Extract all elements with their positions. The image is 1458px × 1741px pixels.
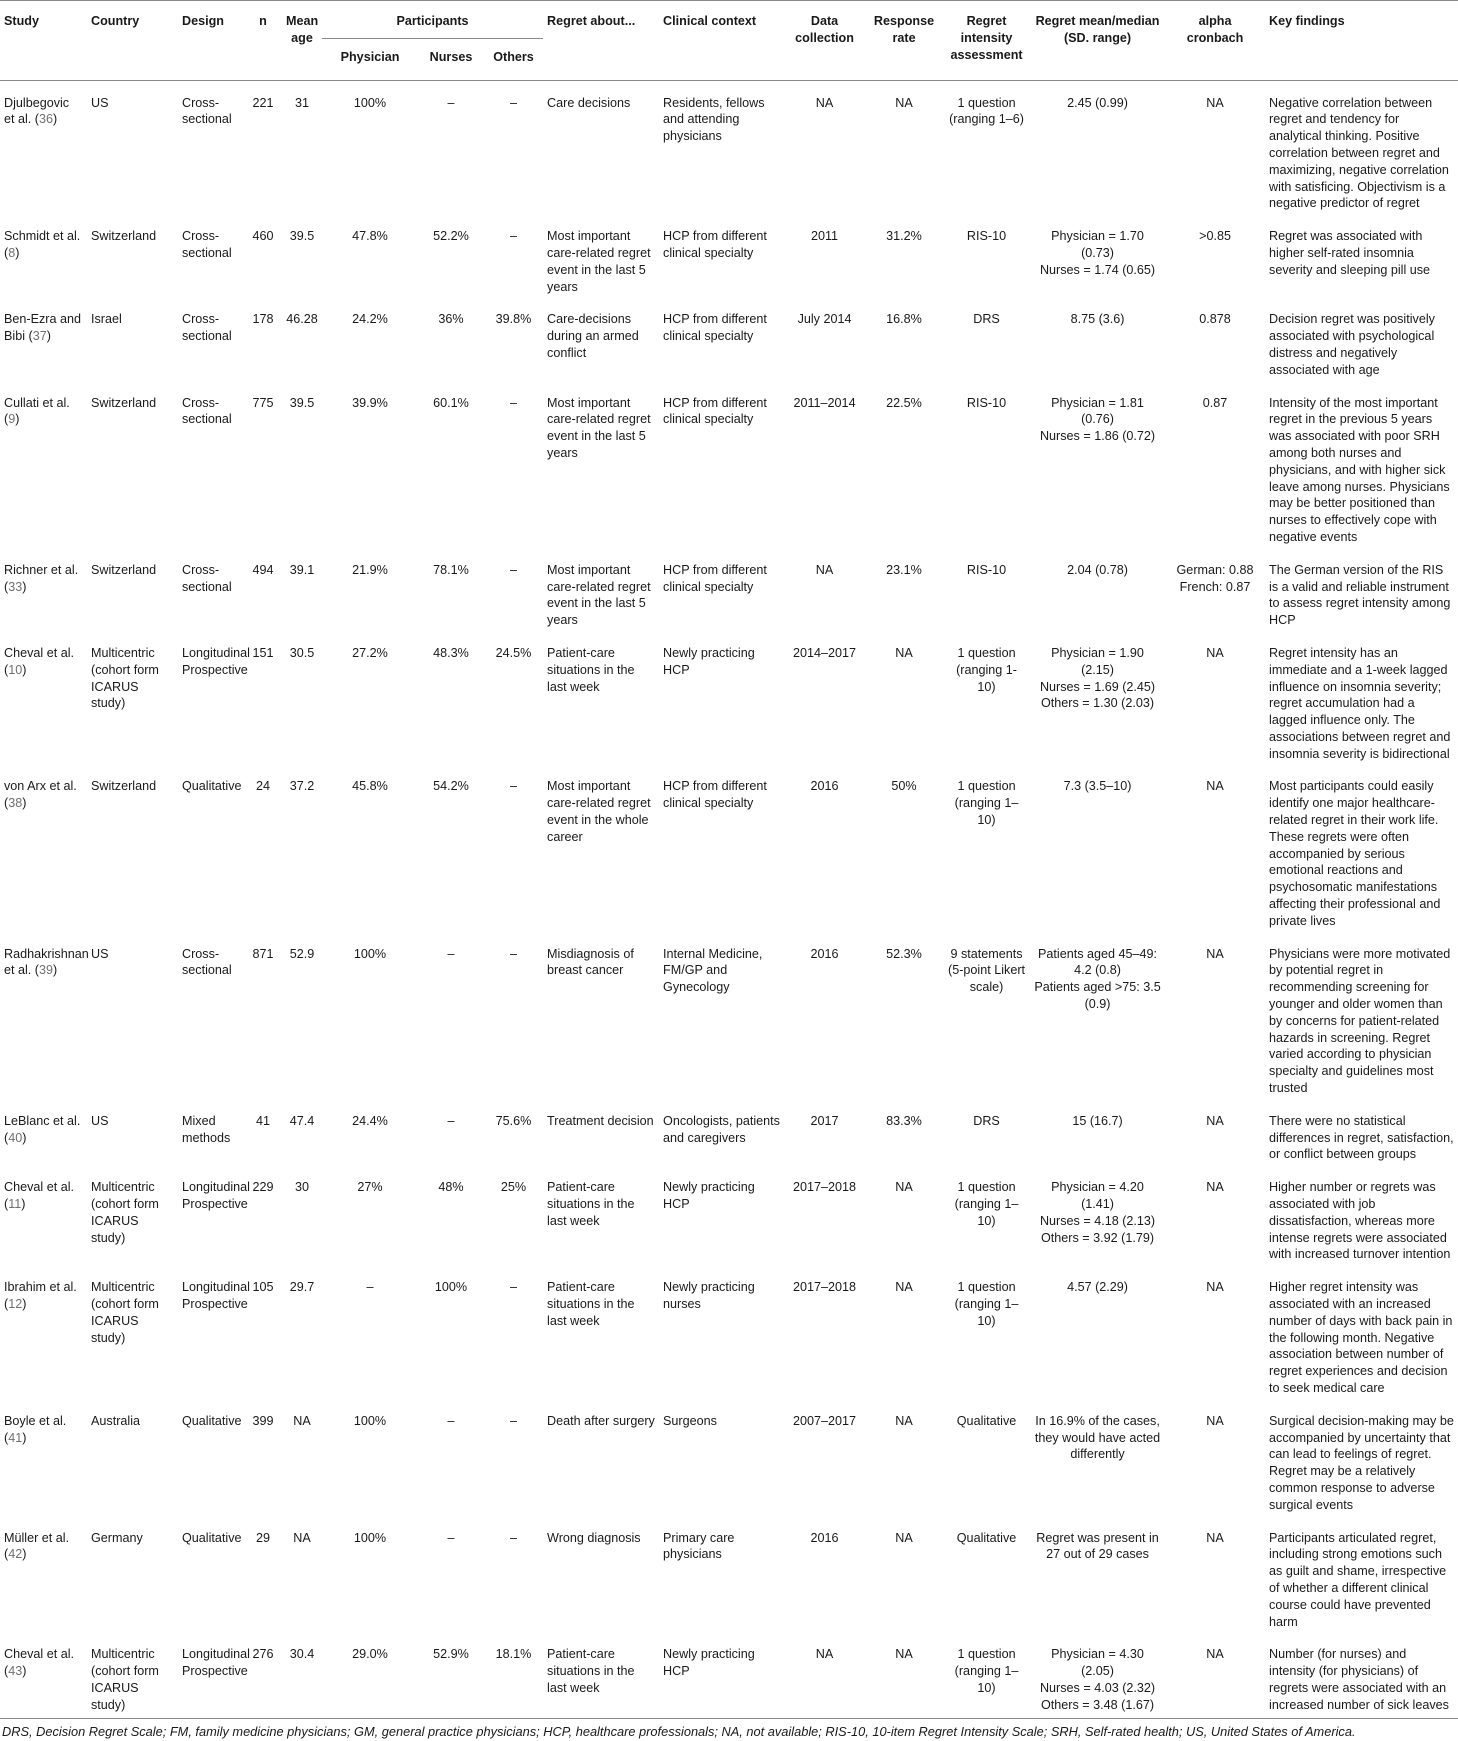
cell-key-findings: Higher number or regrets was associated with job dissatisfaction, whereas more intense regrets were associated with increased turnover intention — [1269, 1180, 1451, 1262]
cell-clinical-context: HCP from different clinical specialty — [663, 395, 767, 427]
cell-study: Djulbegovic et al. (36) — [4, 95, 70, 127]
cell-n: 29 — [255, 1530, 270, 1545]
cell-mean-age: 30 — [294, 1180, 309, 1195]
cell-response-rate: NA — [895, 1413, 913, 1428]
cell-design: Longitudinal Prospective — [178, 1632, 244, 1718]
cell-clinical-context: HCP from different clinical specialty — [663, 779, 767, 811]
cell-nurses: 100% — [434, 1280, 468, 1295]
cell-others: 24.5% — [495, 645, 532, 660]
cell-mean-age: 31 — [294, 95, 309, 110]
cell-data-collection: July 2014 — [797, 312, 852, 327]
col-mean-age: Mean age — [282, 1, 322, 81]
table-row — [0, 1399, 1458, 1516]
cell-regret-about: Death after surgery — [547, 1413, 655, 1428]
cell-alpha: NA — [1206, 1180, 1224, 1195]
cell-clinical-context: Surgeons — [663, 1413, 717, 1428]
col-nurses: Nurses — [418, 38, 484, 80]
cell-study: Cheval et al. (10) — [4, 645, 75, 677]
cell-response-rate: NA — [895, 95, 913, 110]
cell-mean-age: 30.4 — [282, 1632, 322, 1718]
cell-others: – — [510, 95, 518, 110]
table-row — [0, 1265, 1458, 1399]
cell-data-collection: 2017 — [810, 1113, 839, 1128]
cell-country: Germany — [91, 1530, 143, 1545]
cell-country: US — [91, 946, 109, 961]
cell-design: Longitudinal Prospective — [182, 645, 250, 677]
cell-others: – — [510, 1530, 518, 1545]
reference-link[interactable]: 37 — [32, 329, 47, 344]
cell-mean-age: 47.4 — [289, 1113, 315, 1128]
cell-physician: 47.8% — [352, 229, 388, 244]
cell-n: 221 — [252, 95, 274, 110]
cell-regret-intensity: 1 question (ranging 1–10) — [954, 1180, 1019, 1228]
col-alpha: alpha cronbach — [1165, 1, 1265, 81]
cell-design: Cross-sectional — [182, 312, 232, 344]
header-row — [0, 1, 1458, 39]
table-row — [0, 932, 1458, 1099]
cell-regret-mean: 15 (16.7) — [1072, 1113, 1123, 1128]
cell-key-findings: Negative correlation between regret and tendency for analytical thinking. Positive correlation between regret and maximizing, negative correlation with satisficing. Objectivism is a negative predictor of regret — [1269, 95, 1449, 211]
study-name: Richner et al. — [4, 562, 79, 577]
cell-regret-about: Most important care-related regret event in the last 5 years — [547, 562, 651, 628]
cell-country: US — [91, 95, 109, 110]
cell-mean-age: 39.5 — [289, 229, 315, 244]
cell-others: – — [510, 1280, 518, 1295]
col-n: n — [244, 1, 282, 81]
cell-alpha: NA — [1206, 645, 1224, 660]
cell-country: Switzerland — [91, 395, 157, 410]
cell-n: 871 — [252, 946, 274, 961]
reference-link[interactable]: 38 — [8, 796, 23, 811]
cell-regret-mean: 8.75 (3.6) — [1070, 312, 1125, 327]
cell-regret-intensity: RIS-10 — [966, 562, 1007, 577]
cell-key-findings: Higher regret intensity was associated with an increased number of days with back pain in the following month. Negative association between number of regret experiences and decision to seek medical care — [1269, 1280, 1453, 1395]
cell-response-rate: 31.2% — [886, 229, 922, 244]
cell-data-collection: 2017–2018 — [793, 1280, 857, 1295]
cell-n: 41 — [255, 1113, 270, 1128]
cell-regret-intensity: Qualitative — [956, 1530, 1017, 1545]
cell-clinical-context: Residents, fellows and attending physicians — [663, 95, 765, 144]
cell-n: 399 — [252, 1413, 274, 1428]
cell-mean-age: NA — [293, 1530, 311, 1545]
cell-others: – — [510, 1413, 518, 1428]
cell-study: von Arx et al. (38) — [4, 779, 77, 811]
cell-regret-intensity: 1 question (ranging 1-10) — [956, 645, 1017, 694]
cell-study: Cullati et al. (9) — [4, 395, 70, 427]
cell-response-rate: 83.3% — [886, 1113, 922, 1128]
cell-data-collection: 2017–2018 — [793, 1180, 857, 1195]
cell-study: Müller et al. (42) — [4, 1530, 70, 1562]
cell-alpha: 0.878 — [1199, 312, 1231, 327]
cell-others: – — [510, 562, 518, 577]
cell-nurses: – — [447, 946, 455, 961]
cell-key-findings: Regret was associated with higher self-rated insomnia severity and sleeping pill use — [1269, 229, 1431, 277]
cell-study: Cheval et al. (11) — [4, 1180, 75, 1212]
cell-design: Qualitative — [182, 1413, 242, 1428]
cell-others: – — [510, 395, 518, 410]
table-row — [0, 80, 1458, 214]
reference-link[interactable]: 42 — [8, 1547, 23, 1562]
cell-design: Cross-sectional — [182, 946, 232, 978]
cell-key-findings: The German version of the RIS is a valid and reliable instrument to assess regret intensity among HCP — [1269, 562, 1451, 628]
cell-physician: 39.9% — [352, 395, 388, 410]
cell-nurses: 48.3% — [433, 645, 469, 660]
cell-regret-intensity: 9 statements (5-point Likert scale) — [948, 946, 1026, 995]
cell-physician: 45.8% — [352, 779, 388, 794]
cell-design: Longitudinal Prospective — [182, 1180, 250, 1212]
cell-alpha: NA — [1206, 1530, 1224, 1545]
reference-link[interactable]: 10 — [8, 662, 23, 677]
cell-data-collection: 2007–2017 — [793, 1413, 857, 1428]
cell-regret-intensity: 1 question (ranging 1–10) — [943, 1632, 1030, 1718]
cell-n: 178 — [252, 312, 274, 327]
reference-link[interactable]: 40 — [8, 1130, 23, 1145]
table-row — [0, 764, 1458, 931]
cell-n: 276 — [244, 1632, 282, 1718]
cell-regret-about: Most important care-related regret event in the last 5 years — [547, 395, 651, 460]
table-row — [0, 1516, 1458, 1633]
cell-country: Switzerland — [91, 229, 157, 244]
cell-design: Qualitative — [182, 1530, 242, 1545]
cell-n: 460 — [252, 229, 274, 244]
cell-alpha: NA — [1206, 779, 1224, 794]
cell-clinical-context: Newly practicing HCP — [659, 1632, 784, 1718]
table-row — [0, 1165, 1458, 1265]
cell-country: Multicentric (cohort form ICARUS study) — [87, 1632, 178, 1718]
col-key-findings: Key findings — [1265, 1, 1458, 81]
cell-response-rate: NA — [895, 645, 913, 660]
study-name: Radhakrishnan et al. — [4, 946, 89, 978]
cell-country: Multicentric (cohort form ICARUS study) — [91, 645, 159, 711]
cell-regret-mean: Physician = 1.90 (2.15) Nurses = 1.69 (2.45) Others = 1.30 (2.03) — [1039, 645, 1156, 711]
cell-physician: 24.2% — [352, 312, 388, 327]
col-regret-intensity: Regret intensity assessment — [943, 1, 1030, 81]
cell-study: Schmidt et al. (8) — [4, 229, 81, 260]
cell-key-findings: Physicians were more motivated by potential regret in recommending screening for younger and older women than by concerns for patient-related hazards in screening. Regret varied according to physician specialty and guidelines most trusted — [1269, 946, 1451, 1096]
cell-alpha: NA — [1206, 1280, 1224, 1295]
cell-key-findings: Decision regret was positively associated with psychological distress and negatively associated with age — [1269, 312, 1435, 377]
cell-n: 494 — [252, 562, 274, 577]
cell-regret-mean: Regret was present in 27 out of 29 cases — [1036, 1530, 1159, 1562]
cell-response-rate: NA — [865, 1632, 943, 1718]
col-design: Design — [178, 1, 244, 81]
cell-response-rate: NA — [895, 1280, 913, 1295]
cell-design: Mixed methods — [182, 1113, 231, 1145]
cell-design: Cross-sectional — [182, 395, 232, 427]
cell-physician: 27.2% — [352, 645, 388, 660]
cell-design: Longitudinal Prospective — [182, 1280, 250, 1311]
cell-physician: 29.0% — [322, 1632, 418, 1718]
cell-country: Australia — [91, 1413, 140, 1428]
cell-physician: 100% — [353, 1413, 387, 1428]
reference-link[interactable]: 33 — [8, 579, 23, 594]
cell-key-findings: Surgical decision-making may be accompanied by uncertainty that can lead to feelings of regret. Regret may be a relatively common response to adverse surgical events — [1269, 1413, 1454, 1512]
cell-clinical-context: Newly practicing HCP — [663, 645, 755, 677]
col-country: Country — [87, 1, 178, 81]
cell-data-collection: 2016 — [810, 1530, 839, 1545]
col-others: Others — [484, 38, 543, 80]
study-name: Cheval et al. — [4, 1647, 75, 1662]
cell-others: 25% — [500, 1180, 527, 1195]
cell-response-rate: 52.3% — [886, 946, 922, 961]
cell-nurses: 78.1% — [433, 562, 469, 577]
table-row — [0, 1099, 1458, 1165]
cell-nurses: 36% — [438, 312, 464, 327]
cell-regret-intensity: 1 question (ranging 1–6) — [949, 95, 1024, 127]
cell-nurses: 52.9% — [418, 1632, 484, 1718]
cell-alpha: German: 0.88 French: 0.87 — [1176, 562, 1254, 594]
cell-country: Switzerland — [91, 562, 157, 577]
cell-mean-age: 39.5 — [289, 395, 315, 410]
cell-country: US — [91, 1113, 109, 1128]
cell-others: 39.8% — [495, 312, 532, 327]
cell-mean-age: 29.7 — [289, 1280, 315, 1295]
reference-link[interactable]: 41 — [8, 1430, 23, 1445]
study-name: Ibrahim et al. — [4, 1280, 77, 1295]
cell-data-collection: 2011 — [810, 229, 839, 244]
cell-nurses: 60.1% — [433, 395, 469, 410]
cell-study: Cheval et al. (43) — [0, 1632, 87, 1718]
study-name: LeBlanc et al. — [4, 1113, 81, 1128]
col-study: Study — [0, 1, 87, 81]
reference-link[interactable]: 8 — [8, 245, 16, 260]
cell-clinical-context: Oncologists, patients and caregivers — [663, 1113, 780, 1145]
cell-study: LeBlanc et al. (40) — [4, 1113, 81, 1145]
cell-regret-mean: 7.3 (3.5–10) — [1063, 779, 1132, 794]
cell-clinical-context: Newly practicing HCP — [663, 1180, 755, 1212]
cell-design: Cross-sectional — [182, 229, 232, 260]
cell-nurses: – — [447, 1113, 455, 1128]
reference-link[interactable]: 9 — [8, 412, 16, 427]
cell-others: – — [510, 946, 518, 961]
cell-country: Israel — [91, 312, 122, 327]
cell-response-rate: NA — [895, 1180, 913, 1195]
study-name: Cheval et al. — [4, 645, 75, 660]
cell-physician: 24.4% — [352, 1113, 388, 1128]
cell-n: 105 — [252, 1280, 274, 1295]
col-response-rate: Response rate — [865, 1, 943, 81]
col-regret-mean: Regret mean/median (SD. range) — [1030, 1, 1165, 81]
cell-clinical-context: HCP from different clinical specialty — [663, 562, 767, 594]
cell-regret-mean: 2.45 (0.99) — [1067, 95, 1128, 110]
cell-physician: 100% — [353, 95, 387, 110]
cell-country: Switzerland — [91, 779, 157, 794]
cell-key-findings: Most participants could easily identify one major healthcare-related regret in their work life. These regrets were often accompanied by serious emotional reactions and psychosomatic manifestations affecting their professional and private lives — [1269, 779, 1441, 928]
cell-key-findings: Regret intensity has an immediate and a 1-week lagged influence on insomnia severity; regret accumulation had a lagged influence only. The associations between regret and insomnia severity is bidirectional — [1269, 645, 1451, 761]
cell-regret-about: Care decisions — [547, 95, 631, 110]
cell-regret-mean: Physician = 1.70 (0.73) Nurses = 1.74 (0.65) — [1039, 229, 1156, 277]
cell-regret-intensity: DRS — [973, 1113, 1000, 1128]
col-clinical-context: Clinical context — [659, 1, 784, 81]
cell-clinical-context: Internal Medicine, FM/GP and Gynecology — [663, 946, 763, 995]
cell-clinical-context: HCP from different clinical specialty — [663, 229, 767, 260]
cell-data-collection: 2011–2014 — [793, 395, 856, 410]
cell-design: Cross-sectional — [182, 95, 232, 127]
study-name: Cheval et al. — [4, 1180, 75, 1195]
cell-n: 151 — [252, 645, 274, 660]
study-name: Ben-Ezra and Bibi — [4, 312, 82, 344]
cell-alpha: 0.87 — [1202, 395, 1228, 410]
cell-regret-about: Wrong diagnosis — [547, 1530, 641, 1545]
cell-mean-age: 39.1 — [289, 562, 315, 577]
cell-regret-about: Care-decisions during an armed conflict — [547, 312, 639, 360]
cell-alpha: NA — [1206, 1113, 1224, 1128]
cell-regret-intensity: RIS-10 — [966, 395, 1007, 410]
cell-response-rate: 22.5% — [886, 395, 922, 410]
cell-others: 75.6% — [495, 1113, 532, 1128]
cell-alpha: NA — [1206, 946, 1224, 961]
cell-n: 24 — [255, 779, 270, 794]
col-physician: Physician — [322, 38, 418, 80]
cell-data-collection: NA — [815, 95, 834, 110]
cell-key-findings: There were no statistical differences in regret, satisfaction, or conflict between groups — [1269, 1113, 1454, 1162]
cell-nurses: 52.2% — [433, 229, 469, 244]
cell-alpha: NA — [1206, 95, 1224, 110]
cell-key-findings: Number (for nurses) and intensity (for physicians) of regrets were associated with an increased number of sick leaves — [1265, 1632, 1458, 1718]
reference-link[interactable]: 12 — [8, 1297, 23, 1311]
cell-regret-about: Most important care-related regret event in the whole career — [547, 779, 651, 844]
cell-regret-about: Patient-care situations in the last week — [543, 1632, 659, 1718]
cell-mean-age: NA — [293, 1413, 311, 1428]
cell-regret-intensity: DRS — [973, 312, 1000, 327]
cell-regret-mean: 4.57 (2.29) — [1067, 1280, 1128, 1295]
cell-nurses: 54.2% — [433, 779, 469, 794]
cell-design: Qualitative — [182, 779, 242, 794]
cell-alpha: NA — [1165, 1632, 1265, 1718]
cell-regret-about: Most important care-related regret event in the last 5 years — [547, 229, 651, 294]
cell-mean-age: 37.2 — [289, 779, 315, 794]
cell-others: 18.1% — [484, 1632, 543, 1718]
cell-regret-about: Patient-care situations in the last week — [547, 1280, 635, 1328]
cell-regret-about: Patient-care situations in the last week — [547, 1180, 635, 1228]
study-name: von Arx et al. — [4, 779, 77, 794]
table-row — [0, 548, 1458, 631]
cell-others: – — [510, 779, 518, 794]
study-name: Cullati et al. — [4, 395, 70, 410]
cell-clinical-context: Primary care physicians — [663, 1530, 735, 1562]
cell-regret-about: Treatment decision — [547, 1113, 654, 1128]
cell-regret-about: Misdiagnosis of breast cancer — [547, 946, 634, 978]
cell-n: 775 — [252, 395, 274, 410]
cell-nurses: – — [447, 1413, 455, 1428]
reference-link[interactable]: 11 — [8, 1197, 22, 1212]
table-row — [0, 214, 1458, 297]
cell-key-findings: Intensity of the most important regret in the previous 5 years was associated with poor SRH among both nurses and physicians, and with higher sick leave among nurses. Physicians may be better positioned than nurses to effectively cope with negative events — [1269, 395, 1450, 544]
cell-mean-age: 52.9 — [289, 946, 315, 961]
cell-data-collection: NA — [784, 1632, 865, 1718]
cell-study: Ibrahim et al. (12) — [4, 1280, 77, 1311]
cell-key-findings: Participants articulated regret, including strong emotions such as guilt and shame, irrespective of whether a different clinical course could have prevented harm — [1269, 1530, 1447, 1629]
col-data-collection: Data collection — [784, 1, 865, 81]
cell-data-collection: 2014–2017 — [793, 645, 857, 660]
cell-country: Multicentric (cohort form ICARUS study) — [91, 1280, 159, 1345]
cell-clinical-context: Newly practicing nurses — [663, 1280, 755, 1311]
cell-response-rate: 50% — [891, 779, 917, 794]
table-row — [0, 381, 1458, 548]
cell-regret-intensity: 1 question (ranging 1–10) — [954, 1280, 1019, 1328]
cell-response-rate: 16.8% — [886, 312, 922, 327]
cell-nurses: 48% — [438, 1180, 464, 1195]
study-name: Schmidt et al. — [4, 229, 81, 244]
cell-regret-about: Patient-care situations in the last week — [547, 645, 635, 694]
table-body — [0, 80, 1458, 1718]
cell-physician: 100% — [353, 946, 387, 961]
study-name: Boyle et al. — [4, 1413, 67, 1428]
reference-link[interactable]: 43 — [8, 1664, 23, 1679]
cell-country: Multicentric (cohort form ICARUS study) — [91, 1180, 159, 1245]
cell-regret-mean: 2.04 (0.78) — [1067, 562, 1128, 577]
cell-data-collection: 2016 — [810, 779, 839, 794]
cell-mean-age: 46.28 — [286, 312, 318, 327]
cell-regret-mean: Physician = 4.20 (1.41) Nurses = 4.18 (2.13) Others = 3.92 (1.79) — [1039, 1180, 1156, 1245]
cell-nurses: – — [447, 95, 455, 110]
study-name: Müller et al. — [4, 1530, 70, 1545]
cell-physician: 21.9% — [352, 562, 388, 577]
cell-study: Radhakrishnan et al. (39) — [4, 946, 89, 978]
cell-data-collection: NA — [815, 562, 834, 577]
cell-physician: – — [366, 1280, 374, 1295]
cell-study: Ben-Ezra and Bibi (37) — [4, 312, 82, 344]
col-participants: Participants — [322, 1, 543, 39]
cell-response-rate: 23.1% — [886, 562, 922, 577]
reference-link[interactable]: 39 — [39, 963, 54, 978]
cell-regret-mean: Patients aged 45–49: 4.2 (0.8) Patients aged >75: 3.5 (0.9) — [1034, 946, 1161, 1012]
cell-alpha: NA — [1206, 1413, 1224, 1428]
cell-n: 229 — [252, 1180, 274, 1195]
cell-study: Boyle et al. (41) — [4, 1413, 67, 1445]
cell-nurses: – — [447, 1530, 455, 1545]
cell-physician: 100% — [353, 1530, 387, 1545]
cell-mean-age: 30.5 — [289, 645, 315, 660]
col-regret-about: Regret about... — [543, 1, 659, 81]
cell-others: – — [510, 229, 518, 244]
cell-study: Richner et al. (33) — [4, 562, 79, 594]
cell-regret-mean: Physician = 4.30 (2.05) Nurses = 4.03 (2.32) Others = 3.48 (1.67) — [1030, 1632, 1165, 1718]
table-footnote: DRS, Decision Regret Scale; FM, family medicine physicians; GM, general practice physicians; HCP, healthcare professionals; NA, not available; RIS-10, 10-item Regret Intensity Scale; SRH, Self-rated health; US, United States of America. — [2, 1723, 1356, 1739]
cell-regret-mean: Physician = 1.81 (0.76) Nurses = 1.86 (0.72) — [1039, 395, 1156, 444]
cell-response-rate: NA — [895, 1530, 913, 1545]
table-row — [0, 631, 1458, 765]
cell-regret-intensity: 1 question (ranging 1–10) — [954, 779, 1019, 828]
cell-data-collection: 2016 — [810, 946, 839, 961]
cell-clinical-context: HCP from different clinical specialty — [663, 312, 767, 344]
reference-link[interactable]: 36 — [39, 112, 54, 127]
cell-alpha: >0.85 — [1199, 229, 1231, 244]
table-row — [0, 1632, 1458, 1718]
cell-physician: 27% — [357, 1180, 383, 1195]
cell-design: Cross-sectional — [182, 562, 232, 594]
cell-regret-intensity: Qualitative — [956, 1413, 1017, 1428]
table-row — [0, 297, 1458, 380]
cell-regret-intensity: RIS-10 — [966, 229, 1007, 244]
cell-regret-mean: In 16.9% of the cases, they would have acted differently — [1034, 1413, 1161, 1462]
study-name: Djulbegovic et al. — [4, 95, 70, 127]
